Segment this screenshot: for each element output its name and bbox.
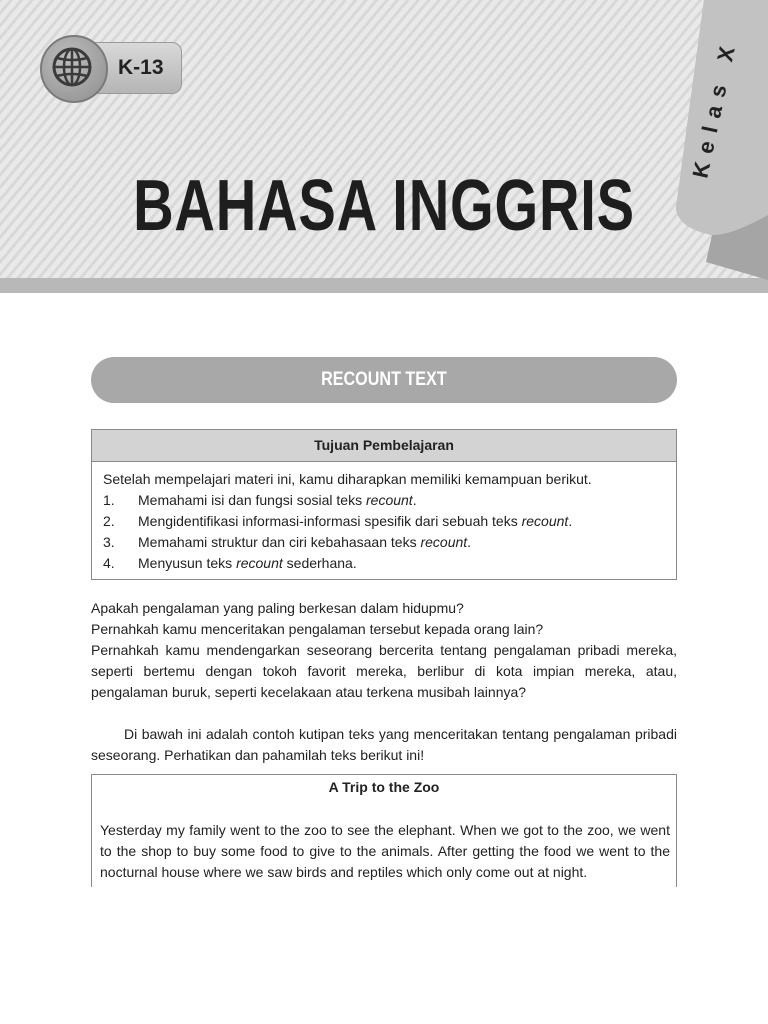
objective-text-end: . <box>467 534 472 550</box>
section-title: RECOUNT TEXT <box>321 369 447 390</box>
example-text-title: A Trip to the Zoo <box>328 779 440 795</box>
objective-item <box>103 490 665 511</box>
objective-item <box>103 511 665 532</box>
example-text-body: Yesterday my family went to the zoo to see the elephant. When we got to the zoo, we went to the shop to buy some food to give to the animals. After getting the food we went to the nocturnal house where we saw birds and reptiles which only come out at night. <box>100 822 670 880</box>
objective-keyword: recount <box>521 513 569 529</box>
grade-label: Kelas X <box>687 35 742 181</box>
learning-objectives-body <box>92 462 676 574</box>
objective-number: 4. <box>103 555 115 571</box>
section-title-bar <box>91 357 677 403</box>
objectives-intro: Setelah mempelajari materi ini, kamu diharapkan memiliki kemampuan berikut. <box>103 471 592 487</box>
objective-item <box>103 553 665 574</box>
learning-objectives-box <box>91 429 677 580</box>
instruction-paragraph: Di bawah ini adalah contoh kutipan teks yang menceritakan tentang pengalaman pribadi seseorang. Perhatikan dan pahamilah teks berikut ini! <box>91 726 677 763</box>
example-text-box <box>91 774 677 887</box>
header-divider-band <box>0 278 768 293</box>
objective-text-end: . <box>412 492 417 508</box>
intro-questions <box>91 598 677 703</box>
learning-objectives-heading: Tujuan Pembelajaran <box>92 430 676 462</box>
objective-item <box>103 532 665 553</box>
objective-keyword: recount <box>236 555 283 571</box>
objective-keyword: recount <box>420 534 468 550</box>
question-2: Pernahkah kamu menceritakan pengalaman tersebut kepada orang lain? <box>91 621 544 637</box>
curriculum-badge-label: K-13 <box>118 56 164 79</box>
objective-number: 3. <box>103 534 115 550</box>
objective-text: Memahami struktur dan ciri kebahasaan teks <box>138 534 421 550</box>
question-3: Pernahkah kamu mendengarkan seseorang bercerita tentang pengalaman pribadi mereka, seperti bertemu dengan tokoh favorit mereka, berlibur di kota impian mereka, atau, pengalaman buruk, seperti kecelakaan atau terkena musibah lainnya? <box>91 642 677 700</box>
objective-text: Memahami isi dan fungsi sosial teks <box>138 492 366 508</box>
globe-icon <box>48 43 96 91</box>
objective-keyword: recount <box>366 492 413 508</box>
objective-text: Mengidentifikasi informasi-informasi spesifik dari sebuah teks <box>138 513 522 529</box>
book-title: BAHASA INGGRIS <box>133 166 635 246</box>
objective-text-end: . <box>568 513 573 529</box>
objective-text-end: sederhana. <box>282 555 357 571</box>
question-1: Apakah pengalaman yang paling berkesan dalam hidupmu? <box>91 600 464 616</box>
objective-text: Menyusun teks <box>138 555 237 571</box>
objective-number: 1. <box>103 492 115 508</box>
objective-number: 2. <box>103 513 115 529</box>
